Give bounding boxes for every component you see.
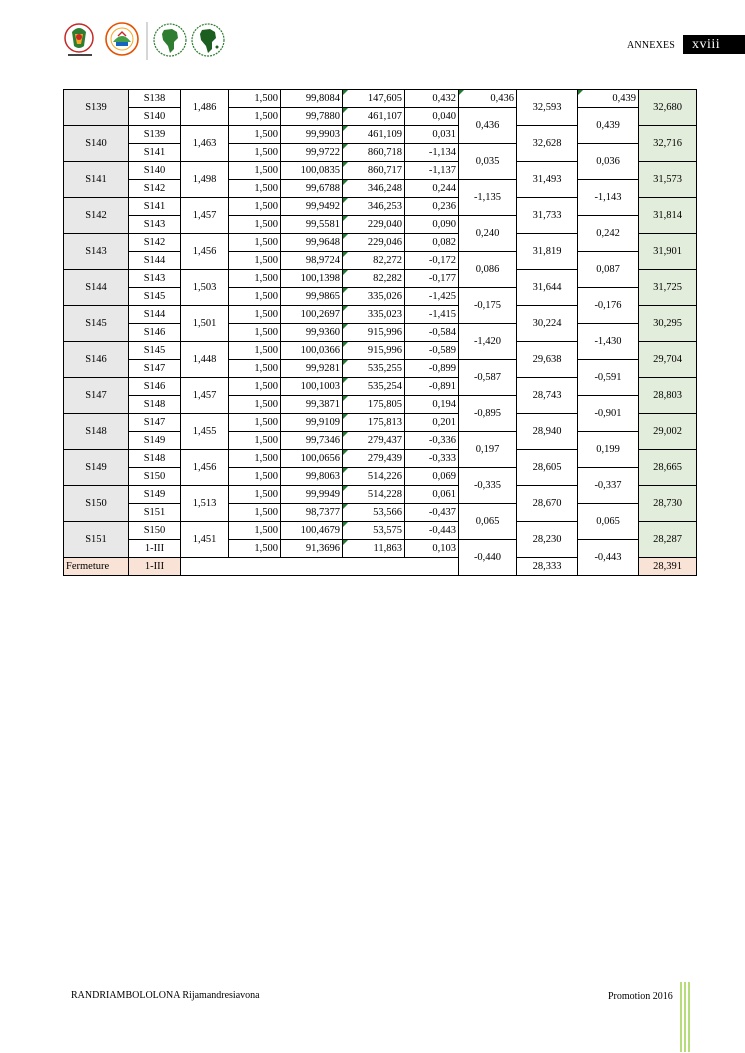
station-cell: S145 — [64, 306, 129, 342]
value-c-cell: 82,282 — [343, 270, 405, 288]
mean-b-cell: 0,087 — [578, 252, 639, 288]
result-a-cell: 28,743 — [517, 378, 578, 414]
station-cell: S151 — [64, 522, 129, 558]
station-cell: S142 — [64, 198, 129, 234]
value-c-cell: 279,439 — [343, 450, 405, 468]
mean-a-cell: 0,065 — [459, 504, 517, 540]
value-d-cell: 0,061 — [405, 486, 459, 504]
mean-a-cell: -0,587 — [459, 360, 517, 396]
university-seal-logo — [62, 22, 98, 60]
value-a-cell: 1,500 — [229, 486, 281, 504]
value-c-cell: 175,805 — [343, 396, 405, 414]
factor-cell: 1,455 — [181, 414, 229, 450]
table-row — [64, 432, 697, 450]
value-d-cell: -1,137 — [405, 162, 459, 180]
result-a-cell: 31,493 — [517, 162, 578, 198]
value-c-cell: 229,046 — [343, 234, 405, 252]
value-c-cell: 915,996 — [343, 324, 405, 342]
value-a-cell: 1,500 — [229, 162, 281, 180]
table-row — [64, 216, 697, 234]
value-c-cell: 175,813 — [343, 414, 405, 432]
observed-station-cell: S150 — [129, 468, 181, 486]
value-d-cell: -0,443 — [405, 522, 459, 540]
observed-station-cell: S148 — [129, 450, 181, 468]
observed-station-cell: S140 — [129, 162, 181, 180]
value-b-cell: 91,3696 — [281, 540, 343, 558]
value-a-cell: 1,500 — [229, 324, 281, 342]
mean-a-cell: 0,436 — [459, 108, 517, 144]
table-row — [64, 324, 697, 342]
value-b-cell: 98,9724 — [281, 252, 343, 270]
value-b-cell: 99,9648 — [281, 234, 343, 252]
value-c-cell: 82,272 — [343, 252, 405, 270]
observed-station-cell: S150 — [129, 522, 181, 540]
africa-map-logo-2 — [190, 22, 226, 60]
value-b-cell: 99,9492 — [281, 198, 343, 216]
observed-station-cell: S146 — [129, 378, 181, 396]
observed-station-cell: S151 — [129, 504, 181, 522]
value-b-cell: 100,1003 — [281, 378, 343, 396]
factor-cell: 1,457 — [181, 378, 229, 414]
value-a-cell: 1,500 — [229, 432, 281, 450]
value-d-cell: 0,031 — [405, 126, 459, 144]
mean-a-cell: 0,436 — [459, 90, 517, 108]
value-c-cell: 514,228 — [343, 486, 405, 504]
mean-a-cell: -0,895 — [459, 396, 517, 432]
value-d-cell: -0,333 — [405, 450, 459, 468]
result-b-cell: 31,725 — [639, 270, 697, 306]
mean-a-cell: -1,420 — [459, 324, 517, 360]
value-a-cell: 1,500 — [229, 252, 281, 270]
station-cell: S139 — [64, 90, 129, 126]
mean-b-cell: -0,901 — [578, 396, 639, 432]
value-d-cell: -0,899 — [405, 360, 459, 378]
table-row — [64, 540, 697, 558]
factor-cell: 1,486 — [181, 90, 229, 126]
mean-b-cell: -0,176 — [578, 288, 639, 324]
mean-b-cell: -0,337 — [578, 468, 639, 504]
result-a-cell: 28,940 — [517, 414, 578, 450]
value-b-cell: 100,2697 — [281, 306, 343, 324]
observed-station-cell: S141 — [129, 144, 181, 162]
result-a-cell: 31,819 — [517, 234, 578, 270]
africa-map-logo-1 — [152, 22, 188, 60]
mean-b-cell: 0,199 — [578, 432, 639, 468]
value-d-cell: 0,194 — [405, 396, 459, 414]
value-b-cell: 99,9360 — [281, 324, 343, 342]
value-c-cell: 346,253 — [343, 198, 405, 216]
value-d-cell: 0,432 — [405, 90, 459, 108]
value-a-cell: 1,500 — [229, 414, 281, 432]
mean-b-cell: -1,430 — [578, 324, 639, 360]
table-row — [64, 360, 697, 378]
value-c-cell: 860,718 — [343, 144, 405, 162]
value-d-cell: 0,201 — [405, 414, 459, 432]
value-a-cell: 1,500 — [229, 468, 281, 486]
value-b-cell: 100,0366 — [281, 342, 343, 360]
result-b-cell: 31,901 — [639, 234, 697, 270]
factor-cell: 1,503 — [181, 270, 229, 306]
table-row — [64, 504, 697, 522]
factor-cell: 1,457 — [181, 198, 229, 234]
station-cell: S149 — [64, 450, 129, 486]
value-c-cell: 335,026 — [343, 288, 405, 306]
result-b-cell: 28,287 — [639, 522, 697, 558]
value-a-cell: 1,500 — [229, 540, 281, 558]
value-b-cell: 99,9281 — [281, 360, 343, 378]
value-d-cell: -1,415 — [405, 306, 459, 324]
table-row — [64, 144, 697, 162]
data-table — [63, 89, 697, 576]
closing-result-b-cell: 28,391 — [639, 558, 697, 576]
value-d-cell: 0,040 — [405, 108, 459, 126]
observed-station-cell: 1-III — [129, 540, 181, 558]
value-c-cell: 461,107 — [343, 108, 405, 126]
value-a-cell: 1,500 — [229, 180, 281, 198]
value-d-cell: -0,172 — [405, 252, 459, 270]
value-b-cell: 99,8063 — [281, 468, 343, 486]
table-row — [64, 108, 697, 126]
result-a-cell: 31,644 — [517, 270, 578, 306]
result-b-cell: 29,704 — [639, 342, 697, 378]
value-d-cell: -0,336 — [405, 432, 459, 450]
value-a-cell: 1,500 — [229, 306, 281, 324]
mean-a-cell: -0,440 — [459, 540, 517, 576]
value-b-cell: 99,9109 — [281, 414, 343, 432]
value-b-cell: 99,9903 — [281, 126, 343, 144]
table-row — [64, 90, 697, 108]
header-page-number: xviii — [683, 35, 745, 54]
observed-station-cell: S149 — [129, 486, 181, 504]
station-cell: S146 — [64, 342, 129, 378]
mean-b-cell: 0,439 — [578, 108, 639, 144]
station-cell: S144 — [64, 270, 129, 306]
value-c-cell: 53,566 — [343, 504, 405, 522]
footer-promotion: Promotion 2016 — [608, 991, 673, 1002]
value-c-cell: 915,996 — [343, 342, 405, 360]
factor-cell: 1,463 — [181, 126, 229, 162]
result-b-cell: 29,002 — [639, 414, 697, 450]
value-b-cell: 99,8084 — [281, 90, 343, 108]
value-b-cell: 100,1398 — [281, 270, 343, 288]
observed-station-cell: S149 — [129, 432, 181, 450]
station-cell: S148 — [64, 414, 129, 450]
divider-line — [145, 22, 149, 60]
table-row — [64, 288, 697, 306]
observed-station-cell: S147 — [129, 414, 181, 432]
mean-a-cell: 0,240 — [459, 216, 517, 252]
footer-decoration — [680, 982, 690, 1052]
closing-label-cell: Fermeture — [64, 558, 129, 576]
value-a-cell: 1,500 — [229, 270, 281, 288]
factor-cell: 1,451 — [181, 522, 229, 558]
observed-station-cell: S146 — [129, 324, 181, 342]
value-b-cell: 98,7377 — [281, 504, 343, 522]
value-a-cell: 1,500 — [229, 396, 281, 414]
mean-a-cell: -0,335 — [459, 468, 517, 504]
closing-station-cell: 1-III — [129, 558, 181, 576]
table-row — [64, 252, 697, 270]
factor-cell: 1,456 — [181, 234, 229, 270]
value-c-cell: 535,254 — [343, 378, 405, 396]
observed-station-cell: S138 — [129, 90, 181, 108]
data-table-body — [64, 90, 697, 576]
value-d-cell: -1,134 — [405, 144, 459, 162]
factor-cell: 1,498 — [181, 162, 229, 198]
result-b-cell: 32,680 — [639, 90, 697, 126]
result-a-cell: 32,593 — [517, 90, 578, 126]
value-c-cell: 279,437 — [343, 432, 405, 450]
value-b-cell: 99,9722 — [281, 144, 343, 162]
value-a-cell: 1,500 — [229, 108, 281, 126]
result-b-cell: 28,665 — [639, 450, 697, 486]
observed-station-cell: S147 — [129, 360, 181, 378]
value-d-cell: 0,069 — [405, 468, 459, 486]
table-row — [64, 180, 697, 198]
value-a-cell: 1,500 — [229, 144, 281, 162]
observed-station-cell: S148 — [129, 396, 181, 414]
value-c-cell: 535,255 — [343, 360, 405, 378]
observed-station-cell: S141 — [129, 198, 181, 216]
mean-a-cell: -0,175 — [459, 288, 517, 324]
result-b-cell: 28,803 — [639, 378, 697, 414]
result-b-cell: 31,814 — [639, 198, 697, 234]
factor-cell: 1,448 — [181, 342, 229, 378]
result-b-cell: 31,573 — [639, 162, 697, 198]
value-d-cell: 0,103 — [405, 540, 459, 558]
value-c-cell: 53,575 — [343, 522, 405, 540]
value-c-cell: 860,717 — [343, 162, 405, 180]
value-d-cell: 0,082 — [405, 234, 459, 252]
table-row — [64, 468, 697, 486]
observed-station-cell: S142 — [129, 180, 181, 198]
mean-b-cell: -0,591 — [578, 360, 639, 396]
result-b-cell: 32,716 — [639, 126, 697, 162]
closing-blank-cell — [181, 558, 459, 576]
value-c-cell: 11,863 — [343, 540, 405, 558]
station-cell: S141 — [64, 162, 129, 198]
observed-station-cell: S145 — [129, 342, 181, 360]
factor-cell: 1,513 — [181, 486, 229, 522]
value-d-cell: -1,425 — [405, 288, 459, 306]
mean-b-cell: 0,242 — [578, 216, 639, 252]
value-b-cell: 99,9949 — [281, 486, 343, 504]
factor-cell: 1,501 — [181, 306, 229, 342]
value-b-cell: 100,0656 — [281, 450, 343, 468]
result-a-cell: 30,224 — [517, 306, 578, 342]
value-a-cell: 1,500 — [229, 216, 281, 234]
value-c-cell: 461,109 — [343, 126, 405, 144]
station-cell: S140 — [64, 126, 129, 162]
result-a-cell: 31,733 — [517, 198, 578, 234]
observed-station-cell: S145 — [129, 288, 181, 306]
value-b-cell: 99,7346 — [281, 432, 343, 450]
observed-station-cell: S140 — [129, 108, 181, 126]
mean-b-cell: 0,439 — [578, 90, 639, 108]
value-c-cell: 346,248 — [343, 180, 405, 198]
table-row — [64, 396, 697, 414]
mean-b-cell: -0,443 — [578, 540, 639, 576]
mean-a-cell: 0,035 — [459, 144, 517, 180]
mean-b-cell: 0,065 — [578, 504, 639, 540]
value-d-cell: -0,584 — [405, 324, 459, 342]
observed-station-cell: S142 — [129, 234, 181, 252]
value-a-cell: 1,500 — [229, 288, 281, 306]
footer-author: RANDRIAMBOLOLONA Rijamandresiavona — [71, 990, 260, 1001]
value-b-cell: 99,7880 — [281, 108, 343, 126]
mean-b-cell: -1,143 — [578, 180, 639, 216]
value-d-cell: -0,437 — [405, 504, 459, 522]
observed-station-cell: S143 — [129, 216, 181, 234]
result-a-cell: 28,230 — [517, 522, 578, 558]
school-emblem-logo — [104, 22, 140, 60]
value-a-cell: 1,500 — [229, 342, 281, 360]
mean-a-cell: 0,197 — [459, 432, 517, 468]
result-a-cell: 28,605 — [517, 450, 578, 486]
factor-cell: 1,456 — [181, 450, 229, 486]
value-a-cell: 1,500 — [229, 198, 281, 216]
closing-result-a-cell: 28,333 — [517, 558, 578, 576]
result-b-cell: 28,730 — [639, 486, 697, 522]
header-section-title: ANNEXES — [627, 40, 676, 51]
result-b-cell: 30,295 — [639, 306, 697, 342]
value-a-cell: 1,500 — [229, 450, 281, 468]
mean-b-cell: 0,036 — [578, 144, 639, 180]
value-a-cell: 1,500 — [229, 360, 281, 378]
value-b-cell: 99,5581 — [281, 216, 343, 234]
value-a-cell: 1,500 — [229, 504, 281, 522]
station-cell: S143 — [64, 234, 129, 270]
value-b-cell: 100,4679 — [281, 522, 343, 540]
mean-a-cell: 0,086 — [459, 252, 517, 288]
value-a-cell: 1,500 — [229, 234, 281, 252]
observed-station-cell: S143 — [129, 270, 181, 288]
value-a-cell: 1,500 — [229, 126, 281, 144]
result-a-cell: 29,638 — [517, 342, 578, 378]
value-d-cell: -0,177 — [405, 270, 459, 288]
value-c-cell: 335,023 — [343, 306, 405, 324]
value-d-cell: 0,244 — [405, 180, 459, 198]
value-b-cell: 99,3871 — [281, 396, 343, 414]
value-a-cell: 1,500 — [229, 378, 281, 396]
value-b-cell: 99,6788 — [281, 180, 343, 198]
value-d-cell: -0,589 — [405, 342, 459, 360]
station-cell: S150 — [64, 486, 129, 522]
value-c-cell: 147,605 — [343, 90, 405, 108]
observed-station-cell: S139 — [129, 126, 181, 144]
value-b-cell: 99,9865 — [281, 288, 343, 306]
value-d-cell: -0,891 — [405, 378, 459, 396]
value-d-cell: 0,090 — [405, 216, 459, 234]
value-b-cell: 100,0835 — [281, 162, 343, 180]
result-a-cell: 28,670 — [517, 486, 578, 522]
value-a-cell: 1,500 — [229, 90, 281, 108]
observed-station-cell: S144 — [129, 252, 181, 270]
value-a-cell: 1,500 — [229, 522, 281, 540]
value-c-cell: 229,040 — [343, 216, 405, 234]
value-c-cell: 514,226 — [343, 468, 405, 486]
value-d-cell: 0,236 — [405, 198, 459, 216]
station-cell: S147 — [64, 378, 129, 414]
result-a-cell: 32,628 — [517, 126, 578, 162]
mean-a-cell: -1,135 — [459, 180, 517, 216]
observed-station-cell: S144 — [129, 306, 181, 324]
